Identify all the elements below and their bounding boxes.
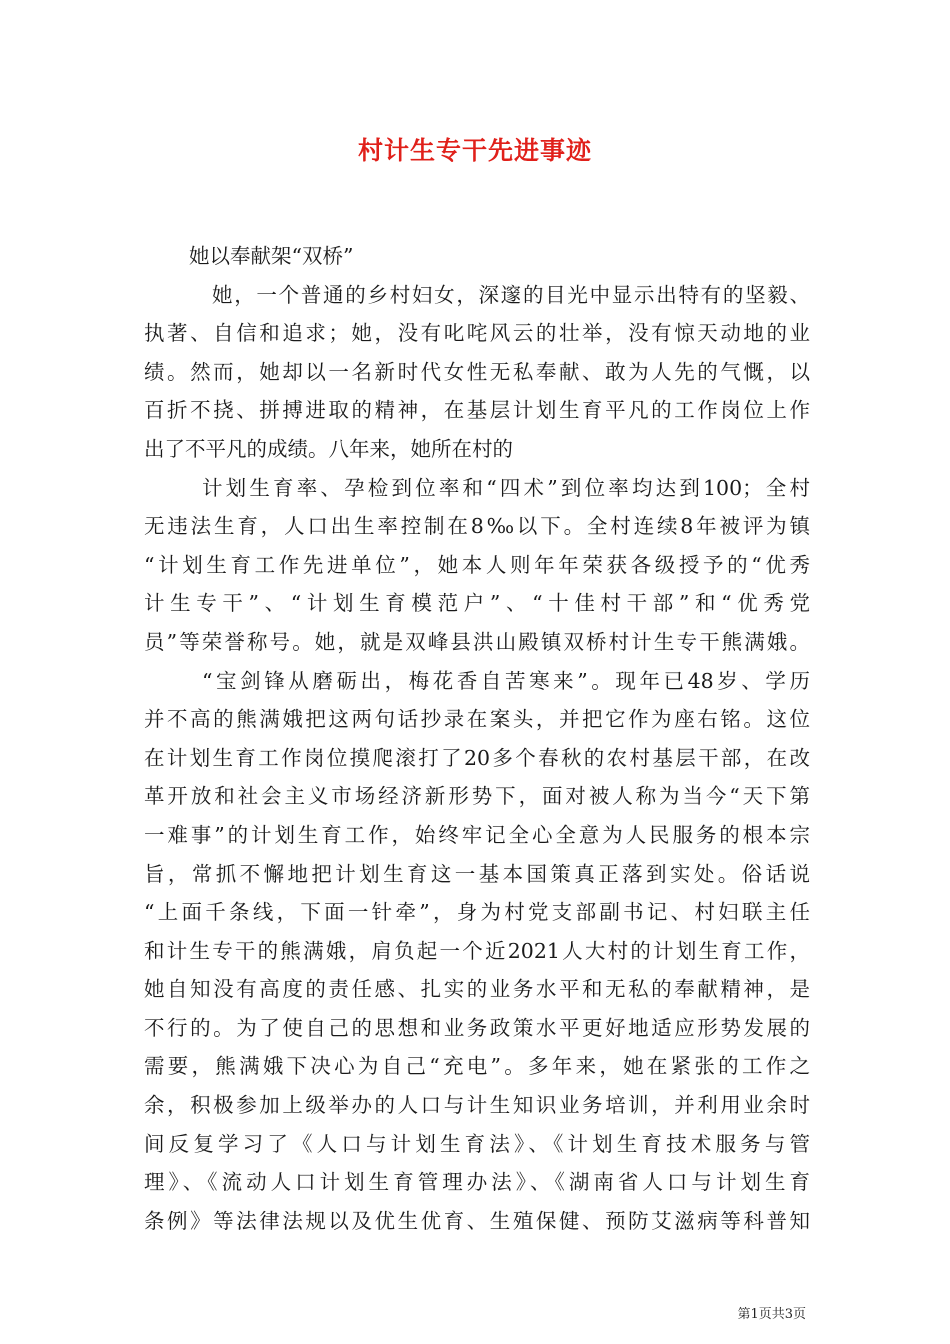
document-body bbox=[144, 237, 810, 1240]
body-line: 需要，熊满娥下决心为自己“充电”。多年来，她在紧张的工作之 bbox=[144, 1054, 810, 1079]
body-line: “宝剑锋从磨砺出，梅花香自苦寒来”。现年已48岁、学历 bbox=[202, 668, 810, 693]
body-line: 无违法生育，人口出生率控制在8‰以下。全村连续8年被评为镇 bbox=[144, 514, 810, 539]
body-line: 出了不平凡的成绩。八年来，她所在村的 bbox=[144, 436, 513, 461]
body-line: 一难事”的计划生育工作，始终牢记全心全意为人民服务的根本宗 bbox=[144, 822, 810, 847]
body-line: 绩。然而，她却以一名新时代女性无私奉献、敢为人先的气慨，以 bbox=[144, 359, 810, 384]
subheading-line: 她以奉献架“双桥” bbox=[189, 244, 354, 268]
body-line: 并不高的熊满娥把这两句话抄录在案头，并把它作为座右铭。这位 bbox=[144, 707, 810, 732]
body-line: 执著、自信和追求；她，没有叱咤风云的壮举，没有惊天动地的业 bbox=[144, 321, 810, 346]
body-line: 计划生育率、孕检到位率和“四术”到位率均达到100；全村 bbox=[202, 475, 810, 500]
document-title: 村计生专干先进事迹 bbox=[357, 136, 592, 165]
body-line: 她自知没有高度的责任感、扎实的业务水平和无私的奉献精神，是 bbox=[144, 977, 810, 1002]
body-line: 间反复学习了《人口与计划生育法》、《计划生育技术服务与管 bbox=[144, 1131, 810, 1156]
body-line: 不行的。为了使自己的思想和业务政策水平更好地适应形势发展的 bbox=[144, 1015, 810, 1040]
body-line: 旨，常抓不懈地把计划生育这一基本国策真正落到实处。俗话说 bbox=[144, 861, 810, 886]
page-number: 第1页共3页 bbox=[737, 1307, 806, 1322]
body-line: 百折不挠、拼搏进取的精神，在基层计划生育平凡的工作岗位上作 bbox=[144, 398, 810, 423]
body-line: “计划生育工作先进单位”，她本人则年年荣获各级授予的“优秀 bbox=[144, 552, 810, 577]
body-line: 在计划生育工作岗位摸爬滚打了20多个春秋的农村基层干部，在改 bbox=[144, 745, 810, 770]
body-line: 和计生专干的熊满娥，肩负起一个近2021人大村的计划生育工作， bbox=[144, 938, 810, 963]
body-line: 计生专干”、“计划生育模范户”、“十佳村干部”和“优秀党 bbox=[144, 591, 810, 616]
body-line: 她，一个普通的乡村妇女，深邃的目光中显示出特有的坚毅、 bbox=[212, 282, 810, 307]
body-line: 理》、《流动人口计划生育管理办法》、《湖南省人口与计划生育 bbox=[144, 1170, 810, 1195]
body-line: 余，积极参加上级举办的人口与计生知识业务培训，并利用业余时 bbox=[144, 1093, 810, 1118]
body-line: “上面千条线，下面一针牵”，身为村党支部副书记、村妇联主任 bbox=[144, 900, 810, 925]
body-line: 革开放和社会主义市场经济新形势下，面对被人称为当今“天下第 bbox=[144, 784, 810, 809]
body-line: 员”等荣誉称号。她，就是双峰县洪山殿镇双桥村计生专干熊满娥。 bbox=[144, 629, 810, 654]
body-line: 条例》等法律法规以及优生优育、生殖保健、预防艾滋病等科普知 bbox=[144, 1208, 810, 1233]
